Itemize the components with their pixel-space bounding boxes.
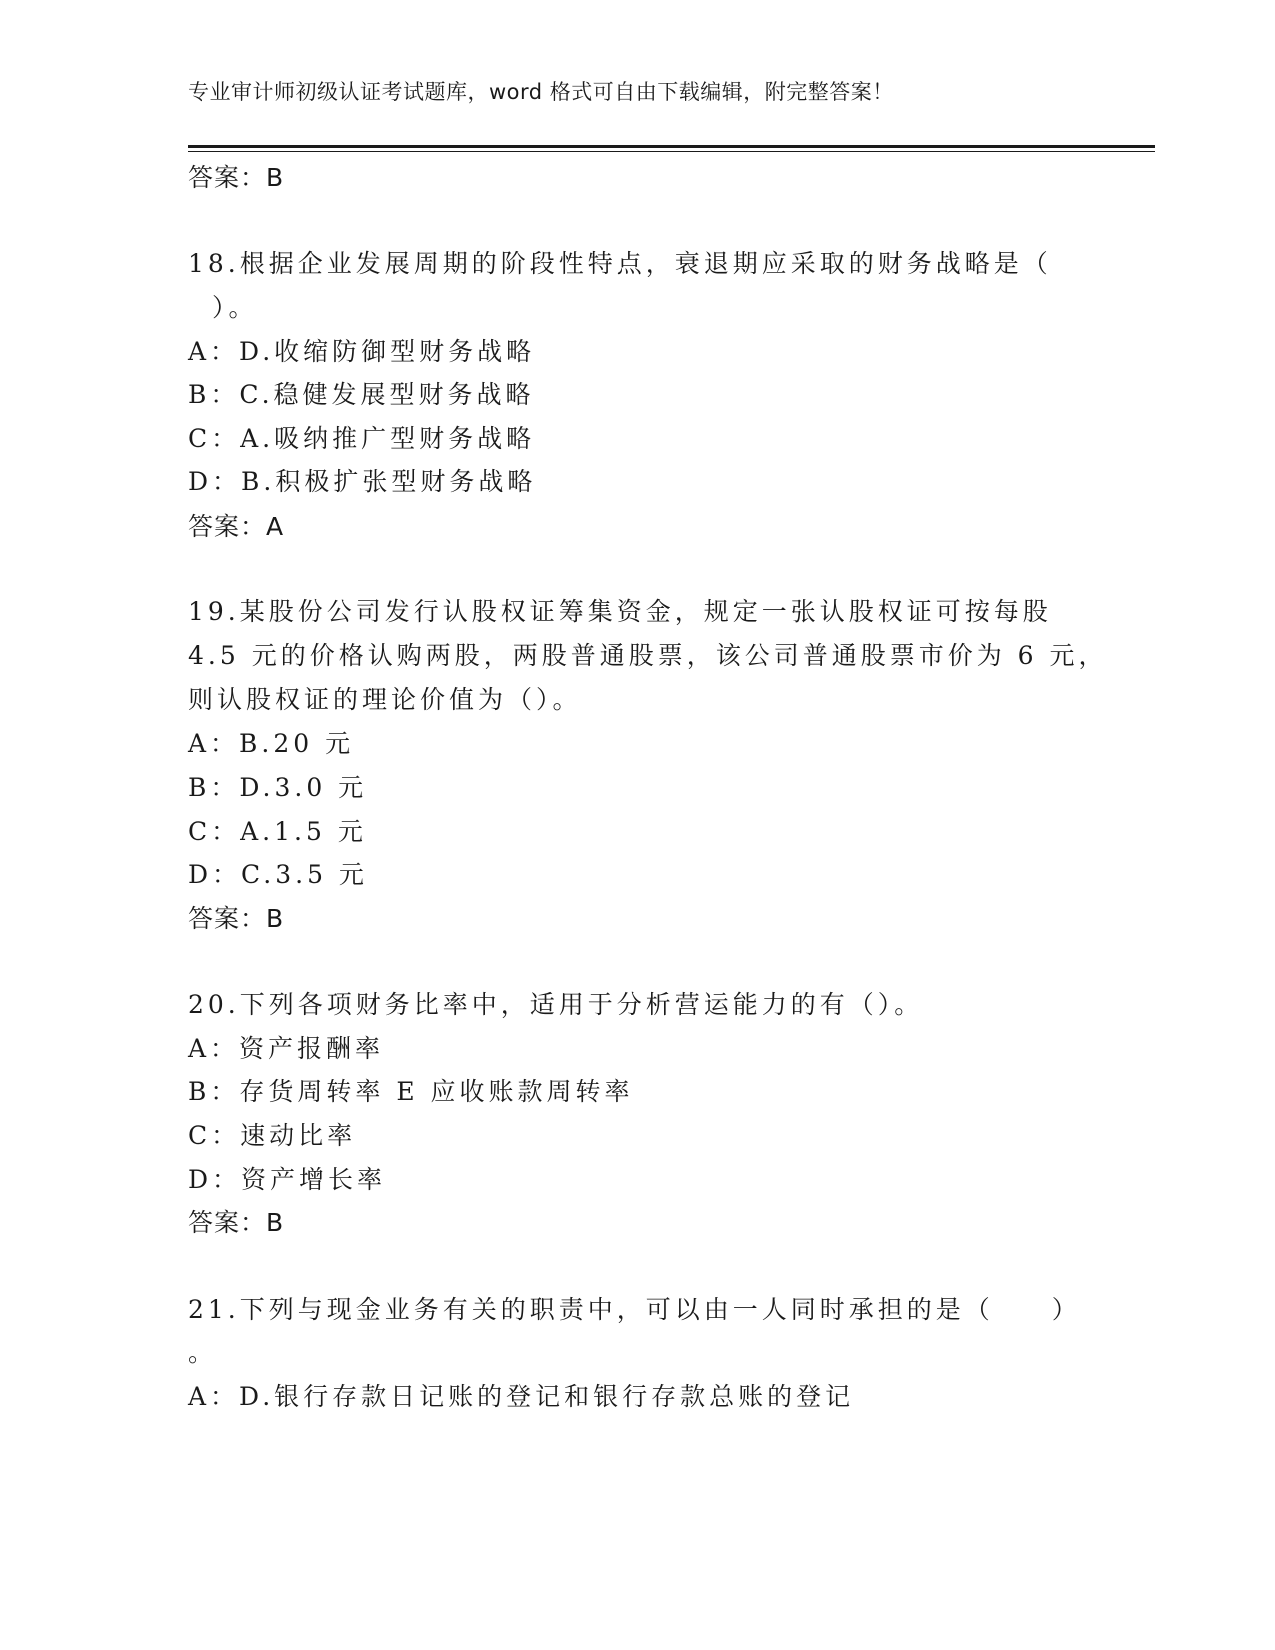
question-20-option-d: D：资产增长率 (188, 1165, 387, 1194)
question-21-stem-line-1: 21.下列与现金业务有关的职责中，可以由一人同时承担的是（ ） (188, 1295, 1081, 1324)
question-19-stem-line-2: 4.5 元的价格认购两股，两股普通股票，该公司普通股票市价为 6 元， (188, 641, 1108, 670)
question-21-option-a: A：D.银行存款日记账的登记和银行存款总账的登记 (188, 1382, 855, 1411)
question-19-option-d: D：C.3.5 元 (188, 860, 368, 889)
question-18-option-a: A：D.收缩防御型财务战略 (188, 337, 536, 366)
question-18-option-d: D：B.积极扩张型财务战略 (188, 467, 537, 496)
question-20-answer: 答案：B (188, 1208, 285, 1237)
question-20-stem-line-1: 20.下列各项财务比率中，适用于分析营运能力的有（）。 (188, 990, 924, 1019)
page-header: 专业审计师初级认证考试题库，word 格式可自由下载编辑，附完整答案！ (188, 80, 894, 104)
question-21-stem-line-2: 。 (188, 1338, 218, 1367)
question-19-option-a: A：B.20 元 (188, 729, 355, 758)
question-19-stem-line-3: 则认股权证的理论价值为（）。 (188, 685, 582, 714)
question-18-option-c: C：A.吸纳推广型财务战略 (188, 424, 536, 453)
question-20-option-b: B：存货周转率 E 应收账款周转率 (188, 1077, 634, 1106)
question-18-stem-line-1: 18.根据企业发展周期的阶段性特点，衰退期应采取的财务战略是（ (188, 249, 1052, 278)
question-19-option-c: C：A.1.5 元 (188, 817, 367, 846)
question-19-stem-line-1: 19.某股份公司发行认股权证筹集资金，规定一张认股权证可按每股 (188, 597, 1052, 626)
question-20-option-a: A：资产报酬率 (188, 1034, 385, 1063)
question-19-answer: 答案：B (188, 904, 285, 933)
question-19-option-b: B：D.3.0 元 (188, 773, 368, 802)
question-18-stem-line-2: ）。 (212, 293, 258, 322)
answer-line: 答案：B (188, 163, 285, 192)
question-18-option-b: B：C.稳健发展型财务战略 (188, 380, 535, 409)
question-20-option-c: C：速动比率 (188, 1121, 357, 1150)
header-rule-thin (188, 151, 1155, 152)
header-rule-thick (188, 145, 1155, 148)
question-18-answer: 答案：A (188, 512, 285, 541)
